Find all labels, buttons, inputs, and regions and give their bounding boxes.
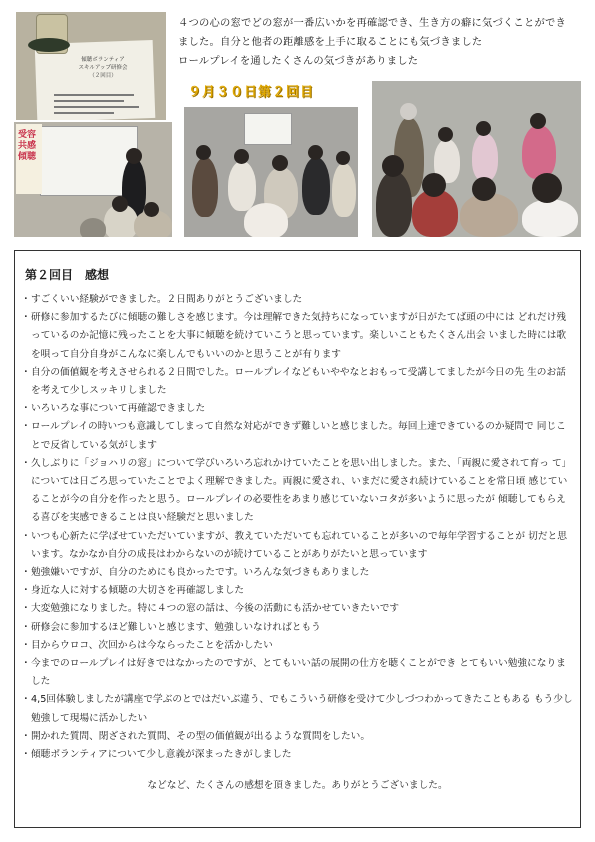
session-date-label: ９月３０日第２回目 [188, 85, 315, 100]
handout-title-line: スキルアップ研修会 [78, 65, 128, 71]
feedback-panel [14, 250, 581, 828]
poster-word: 傾聴 [18, 152, 37, 162]
poster-text [18, 130, 36, 163]
comment-item: ・ いつも心新たに学ばせていただいていますが、教えていただいても忘れていることが多いので毎年学習することが 切だと思います。なかなか自分の成長はわからないのが続けていることがありがたいと思っています [21, 528, 574, 564]
comment-item: ・ 勉強嫌いですが、自分のためにも良かったです。いろんな気づきもありました [21, 564, 574, 582]
intro-text [178, 14, 583, 71]
intro-line: ました。自分と他者の距離感を上手に取ることにも気づきました [178, 36, 483, 48]
handout-title-line: （２回目） [89, 73, 117, 79]
panel-title: 第２回目 感想 [25, 268, 110, 282]
cup-lid-image [28, 38, 70, 52]
handout-title-line: 傾聴ボランティア [81, 57, 125, 63]
comment-item: ・ 研修会に参加するほど難しいと感じます、勉強しいなければともう [21, 619, 574, 637]
comment-item: ・ 傾聴ボランティアについて少し意義が深まったきがしました [21, 746, 574, 764]
comment-item: ・ 久しぶりに「ジョハリの窓」について学びいろいろ忘れかけていたことを思い出しました。また、「両親に愛されて育っ て」については日ごろ思っていたことでよく理解できました。両親に愛され、いまだに愛され続けていることを常日頃 感じていることが今の自分を作ったと思う。ロールプレイの必要性をあまり感じていないコタが多いように思ったが 傾聴してもらえる喜びを実感できることは良い経験だと思いました [21, 455, 574, 528]
poster-word: 共感 [18, 141, 37, 151]
photo-group-circle [184, 107, 358, 237]
comment-item: ・ ロールプレイの時いつも意識してしまって自然な対応ができず難しいと感じました。毎回上達できているのか疑問で 同じことで反省している気がします [21, 418, 574, 454]
comment-item: ・ 自分の価値観を考えさせられる２日間でした。ロールプレイなどもいややなとおもって受講してましたが今日の先 生のお話を考えて少しスッキリしました [21, 364, 574, 400]
intro-line: ロールプレイを通したくさんの気づきがありました [178, 55, 419, 67]
comment-item: ・ 目からウロコ、次回からは今ならったことを活かしたい [21, 637, 574, 655]
photo-training-handout [16, 12, 166, 120]
photo-role-play [372, 81, 581, 237]
comment-item: ・ 4,5回体験しましたが講座で学ぶのとではだいぶ違う、でもこういう研修を受けて少しづつわかってきたこともある もう少し勉強して現場に活かしたい [21, 691, 574, 727]
comment-item: ・ 身近な人に対する傾聴の大切さを再確認しました [21, 582, 574, 600]
comment-item: ・ 開かれた質問、閉ざされた質問、その型の価値観が出るような質問をしたい。 [21, 728, 574, 746]
comment-item: ・ 大変勉強になりました。特に４つの窓の話は、今後の活動にも活かせていきたいです [21, 600, 574, 618]
handout-title [58, 56, 148, 80]
photo-lecture [14, 122, 172, 237]
intro-line: ４つの心の窓でどの窓が一番広いかを再確認でき、生き方の癖に気づくことができ [178, 17, 566, 29]
comment-item: ・ 今までのロールプレイは好きではなかったのですが、とてもいい話の展開の仕方を聴くことができ とてもいい勉強になりました [21, 655, 574, 691]
comment-item: ・ すごくいい経験ができました。２日間ありがとうございました [21, 291, 574, 309]
comment-list [21, 291, 574, 764]
closing-text: などなど、たくさんの感想を頂きました。ありがとうございました。 [147, 780, 448, 791]
comment-item: ・ 研修に参加するたびに傾聴の難しさを感じます。今は理解できた気持ちになっていますが日がたてば頭の中には どれだけ残っているのか記憶に残ったことを大事に傾聴を続けていこうと思っています。楽しいこともたくさん出会 いました時には歌を唄って自分自身がこんなに楽しんでもいいのかと思うことが有ります [21, 309, 574, 364]
comment-item: ・ いろいろな事について再確認できました [21, 400, 574, 418]
poster-word: 受容 [18, 130, 37, 140]
wall-board [244, 113, 292, 145]
